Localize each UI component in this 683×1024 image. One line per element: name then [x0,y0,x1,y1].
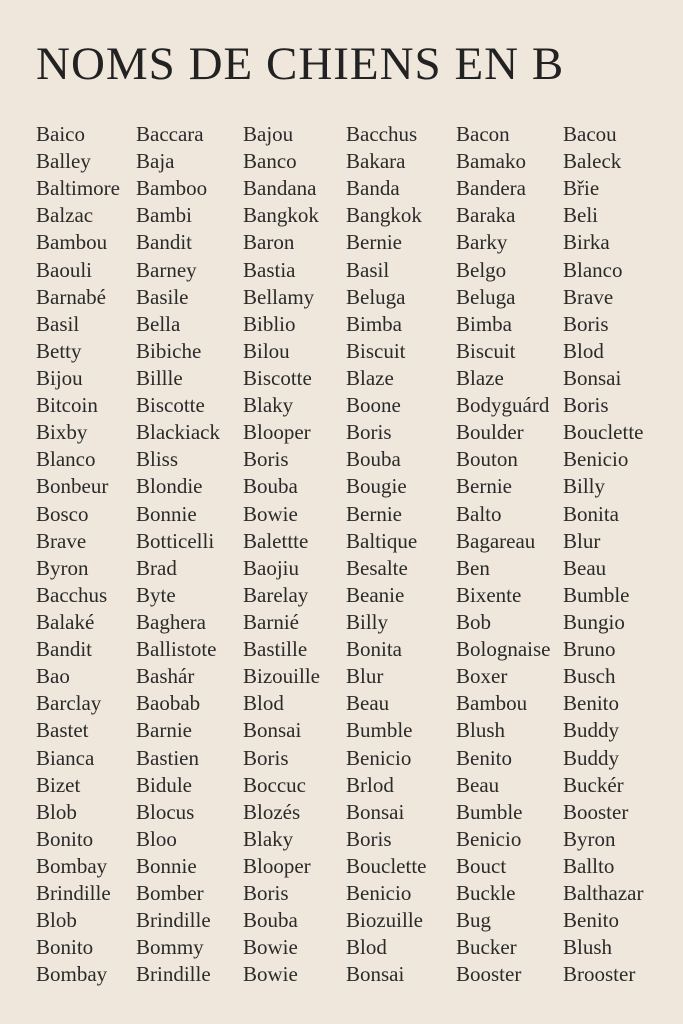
dog-name: Bixente [456,582,522,607]
dog-name: Barney [136,257,197,282]
dog-name: Blocus [136,799,195,824]
dog-name: Bao [36,664,70,689]
dog-name: Blaky [243,393,294,418]
dog-name: Bastet [36,718,89,743]
dog-name: Blackiack [136,420,220,445]
dog-name: Boris [563,393,609,418]
dog-name: Bangkok [243,203,319,228]
dog-name: Beluga [346,284,406,309]
dog-name: Benito [563,908,619,933]
dog-name: Bijou [36,365,83,390]
dog-name: Brindille [136,962,211,987]
dog-name: Baouli [36,257,92,282]
dog-name: Billy [563,474,606,499]
dog-name: Bimba [346,311,402,336]
dog-name: Byte [136,582,176,607]
dog-name: Bacchus [346,122,418,146]
dog-name: Baico [36,122,85,146]
dog-name: Banco [243,149,297,174]
dog-name: Bungio [563,609,625,634]
dog-name: Bouba [243,908,298,933]
dog-name: Bixby [36,420,88,445]
dog-name: Buddy [563,745,620,770]
dog-name: Bug [456,908,492,933]
dog-name: Banda [346,176,400,201]
dog-name: Bernie [456,474,512,499]
dog-name: Bouct [456,853,507,878]
dog-name: Bolognaise [456,637,551,662]
dog-name: Blur [346,664,384,689]
names-column-5 [456,121,551,989]
dog-name: Blaze [346,365,394,390]
dog-name: Bandit [36,637,92,662]
dog-name: Bonnie [136,501,197,526]
dog-name: Biscotte [243,365,312,390]
dog-name: Bernie [346,230,402,255]
dog-name: Balzac [36,203,94,228]
dog-name: Bambou [456,691,528,716]
dog-name: Ballto [563,853,615,878]
dog-name: Bastille [243,637,308,662]
dog-name: Basile [136,284,189,309]
names-column-4 [346,121,426,989]
dog-name: Bonito [36,826,94,851]
dog-name: Bumble [563,582,630,607]
dog-name: Biozuille [346,908,423,933]
dog-name: Byron [36,555,89,580]
dog-name: Bougie [346,474,407,499]
dog-name: Booster [456,962,522,987]
dog-name: Blanco [36,447,96,472]
page-title: NOMS DE CHIENS EN B [36,38,565,90]
dog-name: Brad [136,555,177,580]
dog-name: Blooper [243,420,311,445]
dog-name: Baja [136,149,175,174]
dog-name: Beau [346,691,390,716]
dog-name: Bilou [243,338,290,363]
dog-name: Brave [36,528,87,553]
dog-name: Beli [563,203,598,228]
names-column-6 [563,121,643,989]
dog-name: Bouton [456,447,518,472]
dog-name: Bonita [346,637,402,662]
dog-name: Bloo [136,826,177,851]
dog-name: Bajou [243,122,294,146]
dog-name: Billy [346,609,389,634]
dog-name: Bliss [136,447,179,472]
dog-name: Bakara [346,149,406,174]
dog-name: Beluga [456,284,516,309]
dog-name: Beau [456,772,500,797]
dog-name: Baron [243,230,295,255]
dog-name: Barclay [36,691,102,716]
dog-name: Boris [563,311,609,336]
dog-name: Barky [456,230,508,255]
dog-name: Bandit [136,230,192,255]
dog-name: Biscuit [456,338,516,363]
dog-name: Blob [36,908,77,933]
dog-name: Bambi [136,203,192,228]
dog-name: Břie [563,176,600,201]
dog-name: Barnie [136,718,192,743]
dog-name: Blur [563,528,601,553]
dog-name: Bonita [563,501,619,526]
dog-name: Beau [563,555,607,580]
dog-name: Bumble [456,799,523,824]
dog-name: Bonsai [346,962,405,987]
dog-name: Boris [243,745,289,770]
dog-name: Bruno [563,637,616,662]
dog-name: Biscotte [136,393,205,418]
dog-name: Booster [563,799,629,824]
dog-name: Balettte [243,528,309,553]
dog-name: Bagareau [456,528,536,553]
dog-name: Benicio [563,447,629,472]
dog-name: Blob [36,799,77,824]
dog-name: Bowie [243,501,298,526]
dog-name: Blod [243,691,284,716]
dog-name: Brooster [563,962,636,987]
dog-name: Bambou [36,230,108,255]
dog-name: Bacou [563,122,617,146]
dog-name: Busch [563,664,616,689]
dog-name: Botticelli [136,528,215,553]
dog-name: Bastia [243,257,296,282]
dog-name: Blozés [243,799,301,824]
dog-name: Balthazar [563,881,644,906]
dog-name: Bacon [456,122,510,146]
dog-name: Brindille [36,881,111,906]
dog-name: Bucker [456,935,517,960]
dog-name: Blaze [456,365,504,390]
dog-name: Bonsai [563,365,622,390]
dog-name: Bidule [136,772,192,797]
dog-name: Bandera [456,176,526,201]
dog-name: Billle [136,365,183,390]
dog-name: Bernie [346,501,402,526]
dog-name: Buddy [563,718,620,743]
dog-name: Boone [346,393,401,418]
dog-name: Bouba [346,447,401,472]
dog-name: Baccara [136,122,204,146]
dog-name: Boccuc [243,772,306,797]
dog-name: Bianca [36,745,95,770]
dog-name: Blush [563,935,613,960]
dog-name: Benicio [456,826,522,851]
dog-name: Bouclette [346,853,427,878]
dog-name: Barnié [243,609,299,634]
dog-name: Bonnie [136,853,197,878]
dog-name: Benicio [346,745,412,770]
dog-name: Bouba [243,474,298,499]
dog-name: Bizet [36,772,81,797]
dog-name: Birka [563,230,610,255]
dog-name: Basil [346,257,390,282]
dog-name: Bacchus [36,582,108,607]
dog-name: Betty [36,338,82,363]
dog-name: Bizouille [243,664,320,689]
dog-name: Biscuit [346,338,406,363]
dog-name: Baltique [346,528,418,553]
dog-name: Bamako [456,149,526,174]
dog-name: Baltimore [36,176,120,201]
dog-name: Ben [456,555,490,580]
dog-name: Blooper [243,853,311,878]
dog-name: Boris [243,881,289,906]
dog-name: Ballistote [136,637,217,662]
dog-name: Bellamy [243,284,315,309]
dog-name: Baraka [456,203,516,228]
dog-name: Bella [136,311,181,336]
names-column-3 [243,121,320,989]
dog-name: Bouclette [563,420,644,445]
dog-name: Balley [36,149,91,174]
dog-name: Byron [563,826,616,851]
dog-name: Bonito [36,935,94,960]
dog-name: Baleck [563,149,622,174]
dog-name: Boxer [456,664,508,689]
dog-name: Barnabé [36,284,106,309]
dog-name: Bosco [36,501,89,526]
dog-name: Bonbeur [36,474,109,499]
dog-name: Bastien [136,745,199,770]
dog-name: Beanie [346,582,405,607]
dog-name: Boulder [456,420,524,445]
dog-name: Baojiu [243,555,299,580]
dog-name: Bowie [243,962,298,987]
names-column-1 [36,121,120,989]
dog-name: Blondie [136,474,203,499]
dog-name: Bombay [36,853,108,878]
dog-name: Basil [36,311,80,336]
dog-name: Bowie [243,935,298,960]
dog-name: Bamboo [136,176,208,201]
dog-name: Bonsai [346,799,405,824]
dog-name: Bombay [36,962,108,987]
dog-name: Buckér [563,772,624,797]
dog-name: Bibiche [136,338,202,363]
dog-name: Boris [243,447,289,472]
dog-name: Bitcoin [36,393,98,418]
dog-name: Bumble [346,718,413,743]
dog-name: Bommy [136,935,204,960]
dog-name: Boris [346,420,392,445]
dog-name: Bashár [136,664,195,689]
dog-name: Bangkok [346,203,422,228]
dog-name: Brave [563,284,614,309]
dog-name: Benito [563,691,619,716]
dog-name: Brindille [136,908,211,933]
dog-name: Blaky [243,826,294,851]
dog-name: Bodyguárd [456,393,550,418]
dog-name: Baghera [136,609,206,634]
dog-name: Brlod [346,772,394,797]
dog-name: Blanco [563,257,623,282]
dog-name: Barelay [243,582,309,607]
dog-name: Benito [456,745,512,770]
dog-name: Biblio [243,311,296,336]
dog-name: Blod [346,935,387,960]
dog-name: Bandana [243,176,317,201]
names-column-2 [136,121,220,989]
dog-name: Baobab [136,691,201,716]
dog-name: Bimba [456,311,512,336]
dog-name: Bomber [136,881,204,906]
dog-name: Blush [456,718,506,743]
dog-name: Boris [346,826,392,851]
dog-name: Bonsai [243,718,302,743]
dog-name: Belgo [456,257,507,282]
dog-name: Benicio [346,881,412,906]
dog-name: Balaké [36,609,95,634]
dog-name: Buckle [456,881,516,906]
dog-name: Blod [563,338,604,363]
dog-name: Balto [456,501,502,526]
dog-name: Besalte [346,555,408,580]
dog-name: Bob [456,609,492,634]
